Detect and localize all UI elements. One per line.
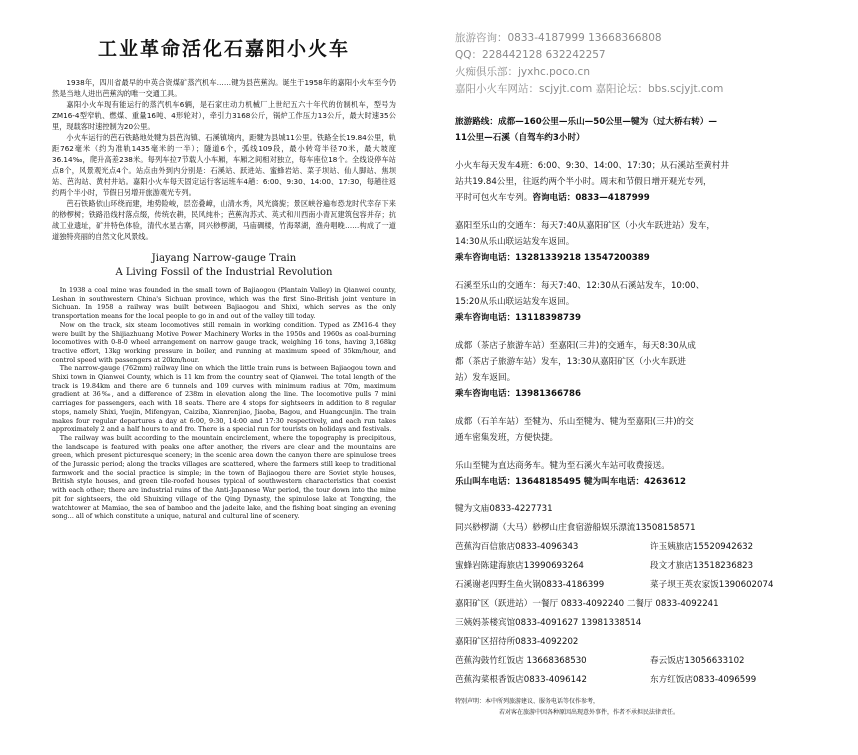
cn-paragraph: 1938年，四川省最早的中英合资煤矿蒸汽机车……键为县芭蕉沟。诞生于1958年的嘉阳小火车至今仍然是当地人进出芭蕉沟的唯一交通工具。 [52,78,396,98]
list-item-text: 三姨妈茶楼宾馆0833-4091627 13981338514 [455,618,642,628]
bus-phone: 乘车咨询电话：13118398739 [455,313,581,323]
bus-line: 15:20从乐山联运站发车返回。 [455,297,575,307]
bus-chengdu-qianwei [455,414,847,446]
disclaimer [455,696,847,718]
bus-line: 都（茶店子旅游车站）发车，13:30从嘉阳矿区（小火车跃进 [455,357,687,367]
list-item [455,595,847,614]
en-paragraph: The railway was built according to the mountain encirclement, where the topography is precipitous, the landscape is featured with peaks one after another, the rivers are clear and the mountains are green, which present picturesque scenery; in the scenic area down the canyon there are spinulose trees of the Jurassic period; along the tracks villages are scattered, where the farmers still keep to traditional farmwork and the social practice is simple; in the town of Bajiaogou there are Soviet style houses, British style houses, and green tile-roofed houses typical of southwestern characteristics that coexist with each other; there are industrial ruins of the Anti-Japanese War period, the tour down into the mine pit for sightseers, the old Shuixing village of the Qing Dynasty, the spinulose lake at Tongxing, the watchtower at Mamiao, the sea of bamboo and the jadeite lake, and the fishing boat singing an evening song… all of which constitute a unique, natural and cultural line of scenery. [52,433,396,521]
route-line: 11公里—石溪（自驾车约3小时） [455,133,585,143]
list-item-text: 芭蕉沟百信旅店0833-4096343 [455,542,579,552]
list-item [455,652,847,671]
bus-shixi-leshan [455,278,847,326]
list-item [455,633,847,652]
taxi-phone: 乐山叫车电话：13648185495 犍为叫车电话：4263612 [455,477,686,487]
schedule-line: 平时可包火车专列。 [455,193,533,203]
en-paragraph: The narrow-gauge (762mm) railway line on which the little train runs is between Bajiaogou town and Shixi town in Qianwei County, which is 11 km from the country seat of Qianwei. The total length of the track is 19.84km and there are 6 tunnels and 109 curves with minimum radius at 70m, maximum gradient at 36‰, and a difference of 238m in elevation along the line. The locomotive pulls 7 mini carriages for passengers, each with 18 seats. There are 4 stops for sightseers in addition to 8 regular stops, namely Shixi, Yuejin, Mifengyan, Caiziba, Xianrenjiao, Jiaoba, Bagou, and Huangcunjin. The train makes four regular departures a day at 6:00, 9:30, 14:00 and 17:30 respectively, and each run takes approximately 2 and a half hours to and fro. There is a special run for tourists on holidays and festivals. [52,364,396,434]
cn-paragraph: 芭石铁路依山环绕而建，地势险峻，层峦叠嶂，山清水秀，风光旖旎；景区峡谷遍布恐龙时代幸存下来的桫椤树；铁路沿线村落点缀，传统农耕，民风纯朴；芭蕉沟苏式、英式和川西南小青瓦建筑包容并存；抗战工业遗址，矿井特色体验，清代水星古寨，同兴桫椤湖，马庙碉楼，竹海翠湖，渔舟唱晚……构成了一道道独特亮丽的自然文化风景线。 [52,199,396,241]
list-item [455,500,847,519]
bus-line: 乐山至犍为直达商务车。犍为至石溪火车站可收费接送。 [455,461,670,471]
bus-line: 嘉阳至乐山的交通车：每天7:40从嘉阳矿区（小火车跃进站）发车， [455,221,715,231]
bus-line: 14:30从乐山联运站发车返回。 [455,237,575,247]
list-item [455,557,847,576]
website-line: 嘉阳小火车网站：scjyjt.com 嘉阳论坛：bbs.scjyjt.com [455,83,724,95]
list-item-text: 蜜蜂岩陈建海旅店13990693264 [455,561,584,571]
en-paragraph: Now on the track, six steam locomotives still remain in working condition. Typed as ZM16-4 they were built by the Shijiazhuang Motive Power Machinery Works in the 1950s and 1960s as coal-burning locomotives with 0-8-0 wheel arrangement on narrow gauge track, weighing 16 tons, having 3,168kg tractive effort, 13kg working pressure in boiler, and running at maximum speed of 35km/hour, and control speed with passengers at 20km/hour. [52,320,396,364]
list-item [455,671,847,690]
train-schedule [455,158,847,206]
list-item-text: 芭蕉沟鼓竹红饭店 13668368530 [455,656,587,666]
route-line: 旅游路线：成都—160公里—乐山—50公里—犍为（过大桥右转）— [455,117,717,127]
qq-numbers: QQ：228442128 632242257 [455,49,606,61]
list-item-text: 许玉姨旅店15520942632 [650,542,754,552]
bus-phone: 乘车咨询电话：13981366786 [455,389,581,399]
club-site: 火痴俱乐部：jyxhc.poco.cn [455,66,590,78]
disclaimer-line: 特别声明：本中所列旅游建议、服务电话等仅作参考， [455,698,600,705]
bus-chengdu-jiayang [455,338,847,402]
tour-hotline: 旅游咨询：0833-4187999 13668366808 [455,32,662,44]
list-item-text: 段文才旅店13518236823 [650,561,754,571]
page-title: 工业革命活化石嘉阳小火车 [97,38,350,60]
bus-line: 站）发车返回。 [455,373,516,383]
en-paragraph: In 1938 a coal mine was founded in the small town of Bajiaogou (Plantain Valley) in Qianwei county, Leshan in southwestern China's Sichuan province, which was the first Sino-British joint venture in Sichuan. In 1958 a railway was built between Bajiaogou and Shixi, which serves as the only transportation means for the local people to go in and out of the valley till today. [52,286,396,321]
right-column [455,30,847,718]
cn-paragraph: 嘉阳小火车现有能运行的蒸汽机车6辆，是石家庄动力机械厂上世纪五六十年代的仿制机车，型号为ZM16-4型窄轨、燃煤、重量16吨、4形轮对），牵引力3168公斤，锅炉工作压力13公斤，最大时速35公里，现载客时速控制为20公里。 [52,100,396,131]
list-item-text: 犍为文庙0833-4227731 [455,504,553,514]
train-phone: 咨询电话：0833—4187999 [532,193,650,203]
list-item-text: 春云饭店13056633102 [650,656,745,666]
bus-line: 通车密集发班，方便快捷。 [455,433,559,443]
contact-info [455,30,847,98]
schedule-line: 小火车每天发车4班：6:00、9:30、14:00、17:30；从石溪站至黄村井 [455,161,730,171]
bus-line: 成都（茶店子旅游车站）至嘉阳(三井)的交通车，每天8:30从成 [455,341,696,351]
list-item-text: 石溪谢老四野生鱼火锅0833-4186399 [455,580,605,590]
cn-paragraph: 小火车运行的芭石铁路地处犍为县芭沟镇、石溪镇境内，距犍为县城11公里。铁路全长19.84公里，轨距762毫米（约为准轨1435毫米的一半）；隧道6个，弧线109段，最小转弯半径70米，最大坡度36.14‰，爬升高差238米。每列车拉7节载人小车厢，车厢之间相对独立，每车座位18个。全线设停车站点8个，风景观光点4个。站点由外到内分别是：石溪站、跃进站、蜜蜂岩站、菜子坝站、仙人脚站、焦坝站、芭沟站、黄村井站。嘉阳小火车每天固定运行客运班车4趟：6:00、9:30、14:00、17:30，每趟往返约两个半小时，节假日另增开旅游观光专列。 [52,133,396,197]
english-title-line1: Jiayang Narrow-gauge Train [151,253,297,264]
disclaimer-line: 若对客在旅游中因各种原因出现意外事件，作者不承担民法律责任。 [499,709,680,716]
english-title-line2: A Living Fossil of the Industrial Revolution [115,267,333,278]
bus-jiayang-leshan [455,218,847,266]
bus-line: 成都（石羊车站）至犍为、乐山至犍为、犍为至嘉阳(三井)的交 [455,417,694,427]
bus-line: 石溪至乐山的交通车：每天7:40、12:30从石溪站发车，10:00、 [455,281,705,291]
bus-phone: 乘车咨询电话：13281339218 13547200389 [455,253,650,263]
list-item-text: 嘉阳矿区招待所0833-4092202 [455,637,579,647]
list-item [455,576,847,595]
english-title [52,252,396,280]
list-item [455,519,847,538]
list-item-text: 芭蕉沟菜根香饭店0833-4096142 [455,675,587,685]
list-item [455,614,847,633]
list-item-text: 同兴桫椤湖（大马）桫椤山庄食宿游船娱乐漂流13508158571 [455,523,696,533]
route-info [455,114,847,146]
list-item-text: 菜子坝王英农家饭1390602074 [650,580,774,590]
list-item-text: 嘉阳矿区（跃进站）一餐厅 0833-4092240 二餐厅 0833-4092241 [455,599,719,609]
list-item [455,538,847,557]
left-column [52,34,396,521]
list-item-text: 东方红饭店0833-4096599 [650,675,757,685]
schedule-line: 站共19.84公里，往返约两个半小时。周末和节假日增开观光专列， [455,177,712,187]
shuttle-info [455,458,847,490]
hotel-list [455,500,847,690]
